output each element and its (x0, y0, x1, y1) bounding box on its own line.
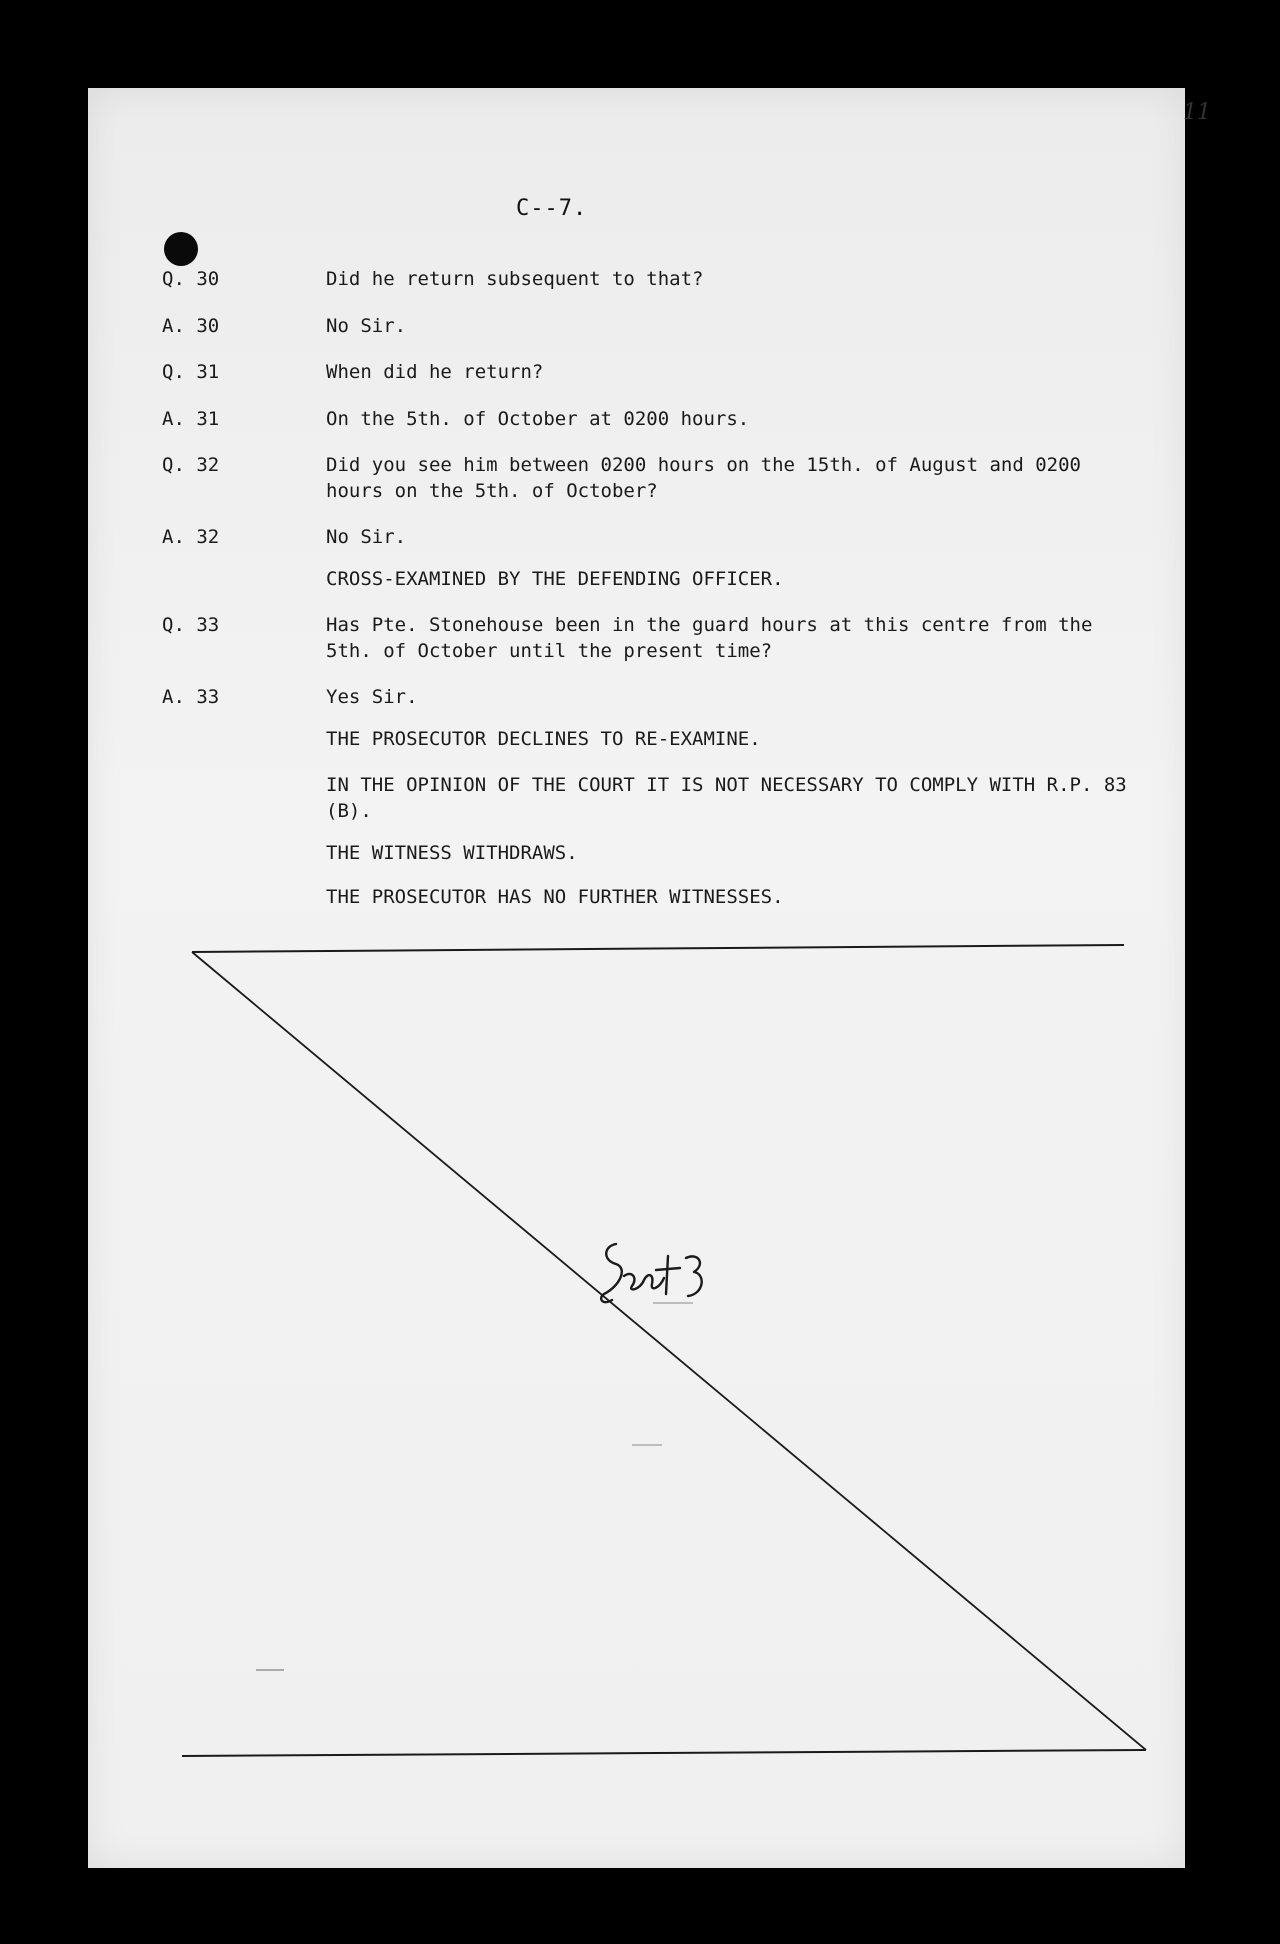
cancellation-z-lines (88, 88, 1185, 1868)
entry-label: Q. 33 (162, 614, 220, 636)
top-rule-line (192, 945, 1124, 952)
entry-text: THE WITNESS WITHDRAWS. (326, 842, 578, 864)
entry-text: No Sir. (326, 315, 407, 337)
entry-text: IN THE OPINION OF THE COURT IT IS NOT NECESSARY TO COMPLY WITH R.P. 83 (B). (326, 774, 1127, 822)
entry-text: Has Pte. Stonehouse been in the guard hours at this centre from the 5th. of October until the present time? (326, 614, 1093, 662)
entry-text: Did he return subsequent to that? (326, 268, 704, 290)
entry-label: A. 31 (162, 408, 220, 430)
entry-text: CROSS-EXAMINED BY THE DEFENDING OFFICER. (326, 568, 784, 590)
page-corner-mark: 11 (1183, 100, 1211, 125)
entry-text: THE PROSECUTOR DECLINES TO RE-EXAMINE. (326, 728, 761, 750)
document-page (88, 88, 1211, 1868)
entry-text: THE PROSECUTOR HAS NO FURTHER WITNESSES. (326, 886, 784, 908)
entry-label: A. 32 (162, 526, 220, 548)
entry-text: On the 5th. of October at 0200 hours. (326, 408, 750, 430)
entry-label: Q. 32 (162, 454, 220, 476)
bottom-rule-line (182, 1750, 1146, 1756)
page-number-heading: C--7. (516, 196, 588, 221)
entry-text: No Sir. (326, 526, 407, 548)
entry-text: Yes Sir. (326, 686, 418, 708)
entry-label: Q. 31 (162, 361, 220, 383)
entry-label: A. 30 (162, 315, 220, 337)
entry-label: Q. 30 (162, 268, 220, 290)
handwritten-signature (594, 1234, 724, 1324)
diagonal-line (192, 952, 1146, 1750)
entry-text: When did he return? (326, 361, 544, 383)
entry-label: A. 33 (162, 686, 220, 708)
entry-text: Did you see him between 0200 hours on the 15th. of August and 0200 hours on the 5th. of October? (326, 454, 1081, 502)
